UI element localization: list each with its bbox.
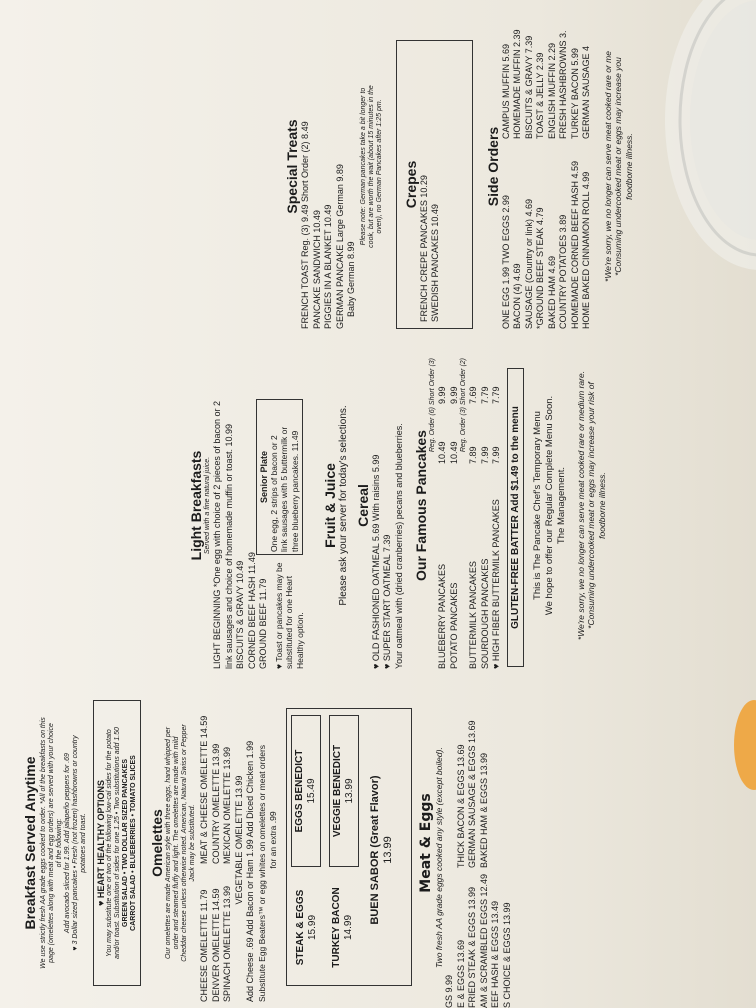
list-item: E & EGGS 13.69THICK BACON & EGGS 13.69 <box>455 744 466 1008</box>
list-item: S CHOICE & EGGS 13.99 <box>501 902 512 1008</box>
omelettes-substitute: Substitute Egg Beaters™ or egg whites on omelettes or meat orders <box>256 744 267 1002</box>
list-item: HOME BAKED CINNAMON ROLL 4.99GERMAN SAUSAGE 4 <box>581 45 591 329</box>
water-glass <box>640 0 756 280</box>
toast-note: ♥ Toast or pancakes may be substituted for one Heart Healthy option. <box>273 562 305 669</box>
special-item: BUEN SABOR (Great Flavor) 13.99 <box>368 775 394 925</box>
list-item: GS 9.99 <box>444 974 454 1008</box>
list-item: VEGETABLE OMELETTE 13.99 <box>233 775 244 905</box>
side-orders-list <box>501 0 593 333</box>
list-item: DENVER OMELETTE 14.59COUNTRY OMELETTE 13.99 <box>210 743 221 1002</box>
crepes-title: Crepes <box>402 160 419 209</box>
undercooked-warning: *We're sorry, we no longer can serve meat cooked rare or medium rare. *Consuming undercooked meat or eggs may increase your risk of foodborne illness. <box>575 370 607 641</box>
list-item: BAKED HAM 4.69ENGLISH MUFFIN 2.29 <box>546 42 557 329</box>
list-item: FRIED STEAK & EGGS 13.99GERMAN SAUSAGE & EGGS 13.69 <box>467 720 477 1008</box>
omelettes-desc: Our omelettes are made American style with three eggs, hand whipped per order and steamed fluffy and light. The omelettes are made with mild Cheddar cheese unless otherwise noted. American, Natural Swiss or Pepper Jack may be substituted. <box>165 724 196 962</box>
side-orders-title: Side Orders <box>484 126 501 207</box>
light-breakfasts-title: Light Breakfasts <box>188 450 204 561</box>
list-item: BLUEBERRY PANCAKES10.499.99 <box>437 386 447 669</box>
omelettes-title: Omelettes <box>149 809 165 877</box>
breakfast-title: Breakfast Served Anytime <box>22 756 38 930</box>
list-item: ONE EGG 1.99 TWO EGGS 2.99CAMPUS MUFFIN 5.69 <box>500 43 511 329</box>
senior-plate-box: Senior Plate One egg, 2 strips of bacon or 2 link sausages with 5 buttermilk or three blueberry pancakes. 11.49 <box>256 399 304 555</box>
omelettes-addon: Add Cheese .69 Add Bacon or Ham 1.99 Add Diced Chicken 1.99 <box>245 740 255 1002</box>
special-treats-title: Special Treats <box>284 119 300 214</box>
list-item: ♥ HIGH FIBER BUTTERMILK PANCAKES7.997.79 <box>491 386 501 669</box>
special-item: VEGGIE BENEDICT 13.99 <box>329 715 359 867</box>
crepes-box: Crepes FRENCH CREPE PANCAKES 10.29 SWEDISH PANCAKES 10.49 <box>396 40 473 329</box>
list-item: EEF HASH & EGGS 13.49 <box>490 900 500 1008</box>
light-breakfasts-list: LIGHT BEGINNING *One egg with choice of 2 pieces of bacon or 2 link sausages and choice of homemade muffin or toast. 10.99 BISCUITS & GRAVY 10.49 CORNED BEEF HASH 11.49 GROUND BEEF 11.79 <box>212 401 268 669</box>
meat-eggs-title: Meat & Eggs <box>417 793 434 893</box>
cereal-list: ♥ OLD FASHIONED OATMEAL 5.69 With raisins 5.99 ♥ SUPER START OATMEAL 7.39 Your oatmeal with (dried cranberries) pecans and blueberries. <box>370 423 404 669</box>
pancakes-list: BLUEBERRY PANCAKES10.499.99 POTATO PANCAKES10.499.99 Reg. Order (3) Short Order (2) BUTTERMILK PANCAKES7.897.69 SOURDOUGH PANCAKES7.997.79 ♥ HIGH FIBER BUTTERMILK PANCAKES7.997.79 <box>437 338 503 673</box>
list-item: *GROUND BEEF STEAK 4.79TOAST & JELLY 2.39 <box>535 52 545 329</box>
list-item: SOURDOUGH PANCAKES7.997.79 <box>479 386 490 669</box>
omelettes-list: CHEESE OMELETTE 11.79MEAT & CHEESE OMELETTE 14.59 DENVER OMELETTE 14.59COUNTRY OMELETTE 13.99 SPINACH OMELETTE 13.99MEXICAN OMELETTE 13.99 VEGETABLE OMELETTE 13.99 Add Cheese .69 Add Bacon or Ham 1.99 Add Diced Chicken 1.99 Substitute Egg Beaters™ or egg whites on omelettes or meat orders for an extra .99 <box>199 678 280 1008</box>
special-item: TURKEY BACON 14.99 <box>330 887 354 968</box>
cereal-title: Cereal <box>354 484 371 527</box>
special-treats-list: FRENCH TOAST Reg. (3) 9.49 Short Order (2) 8.49 PANCAKE SANDWICH 10.49 PIGGIES IN A BLANKET 10.49 GERMAN PANCAKE Large German 9.89 Baby German 8.99 <box>300 121 356 329</box>
list-item: BACON (4) 4.69HOMEMADE MUFFIN 2.39 <box>512 29 522 329</box>
breakfast-intro: We use strictly fresh AA grade eggs cooked to order. *All of the breakfasts on this page (omelettes along with meat and egg orders) are served with your choice of the following: Add avocado sliced for 1.99. Add jalapeño peppers for .69 ♥ 3 Dollar sized pancakes • Fresh (not frozen) hashbrowns or country potatoes and toast. <box>40 717 87 969</box>
menu-sheet: Breakfast Served Anytime We use strictly fresh AA grade eggs cooked to order. *All of the breakfasts on this page (omelettes along with meat and egg orders) are served with your choice of the following: Add avocado sliced for 1.99. Add jalapeño peppers for .69 ♥ 3 Dollar sized pancakes • Fresh (not frozen) hashbrowns or country potatoes and toast. ♥ HEART HEALTHY OPTIONS You may substitute one or two of the following low-cal sides for the potato and/or toast. Substitution of sides for one 1.25 • Two substitutions add 1.50 GREEN SALAD • TWO DOLLAR SIZED PANCAKES CARROT SALAD • BLUEBERRIES • TOMATO SLICES Omelettes Our omelettes are made American style with three eggs, hand whipped per order and steamed fluffy and light. The omelettes are made with mild Cheddar cheese unless otherwise noted. American, Natural Swiss or Pepper Jack may be substituted. CHEESE OMELETTE 11.79MEAT & CHEESE OMELETTE 14.59 DENVER OMELETTE 14.59COUNTRY OMELETTE 13.99 SPINACH OMELETTE 13.99MEXICAN OMELETTE 13.99 VEGETABLE OMELETTE 13.99 Add Cheese .69 Add Bacon or Ham 1.99 Add Diced Chicken 1.99 Substitute Egg Beaters™ or egg whites on omelettes or meat orders for an extra .99 STEAK & EGGS 15.99 EGGS BENEDICT 15.49 TURKEY BACON 14.99 VEGGIE BENEDICT 13.99 BUEN SABOR (Great Flavor) 13.99 Meat & Eggs Two fresh AA grade eggs cooked any style (except boiled). GS 9.99 E & EGGS 13.69THICK BACON & EGGS 13.69 FRIED STEAK & EGGS 13.99GERMAN SAUSAGE & EGGS 13.69 AM & SCRAMBLED EGGS 12.49BAKED HAM & EGGS 13.99 EEF HASH & EGGS 13.49 S CHOICE & EGGS 13.99 Light Breakfasts Served with a fine natural juice. LIGHT BEGINNING *One egg with choice of 2 pieces of bacon or 2 link sausages and choice of homemade muffin or toast. 10.99 BISCUITS & GRAVY 10.49 CORNED BEEF HASH 11.49 GROUND BEEF 11.79 ♥ Toast or pancakes may be substituted for one Heart Healthy option. Senior Plate One egg, 2 strips of bacon or 2 link sausages with 5 buttermilk or three blueberry pancakes. 11.49 Fruit & Juice Please ask your server for today's selections. Cereal ♥ OLD FASHIONED OATMEAL 5.69 With raisins 5.99 ♥ SUPER START OATMEAL 7.39 Your oatmeal with (dried cranberries) pecans and blueberries. Our Famous Pancakes Reg. Order (6) Short Order (3) BLUEBERRY PANCAKES10.499.99 POTATO PANCAKES10.499.99 Reg. Order (3) Short Order (2) BUTTERMILK PANCAKES7.897.69 SOURDOUGH PANCAKES7.997.79 ♥ HIGH FIBER BUTTERMILK PANCAKES7.997.79 GLUTEN-FREE BATTER Add $1.49 to the menu This is The Pancake Chef's Temporary Menu We hope to offer our Regular Complete Menu Soon. The Management. *We're sorry, we no longer can serve meat cooked rare or medium rare. *Consuming undercooked meat or eggs may increase your risk of foodborne illness. Special Treats FRENCH TOAST Reg. (3) 9.49 Short Order (2) 8.49 PANCAKE SANDWICH 10.49 PIGGIES IN A BLANKET 10.49 GERMAN PANCAKE Large German 9.89 Baby German 8.99 Please note: German pancakes take a bit longer to cook, but are worth the wait (about 15 minutes in the oven), no German Pancakes after 1:25 pm. Crepes FRENCH CREPE PANCAKES 10.29 SWEDISH PANCAKES 10.49 Side Orders ONE EGG 1.99 TWO EGGS 2.99CAMPUS MUFFIN 5.69 BACON (4) 4.69HOMEMADE MUFFIN 2.39 SAUSAGE (Country or link) 4.69BISCUITS & GRAVY 7.39 *GROUND BEEF STEAK 4.79TOAST & JELLY 2.39 BAKED HAM 4.69ENGLISH MUFFIN 2.29 COUNTRY POTATOES 3.89FRESH HASHBROWNS 3. HOMEMADE CORNED BEEF HASH 4.59TURKEY BACON 5.99 HOME BAKED CINNAMON ROLL 4.99GERMAN SAUSAGE 4 *We're sorry, we no longer can serve meat cooked rare or me *Consuming undercooked meat or eggs may increase you foodborne illness. <box>0 0 756 1008</box>
heart-healthy-box: ♥ HEART HEALTHY OPTIONS You may substitute one or two of the following low-cal sides for the potato and/or toast. Substitution of sides for one 1.25 • Two substitutions add 1.50 GREEN SALAD • TWO DOLLAR SIZED PANCAKES CARROT SALAD • BLUEBERRIES • TOMATO SLICES <box>93 700 141 986</box>
special-item: STEAK & EGGS 15.99 <box>294 889 318 966</box>
list-item: CHEESE OMELETTE 11.79MEAT & CHEESE OMELETTE 14.59 <box>199 715 209 1002</box>
fruit-juice-title: Fruit & Juice <box>321 463 338 548</box>
list-item: AM & SCRAMBLED EGGS 12.49BAKED HAM & EGGS 13.99 <box>478 752 489 1008</box>
list-item: BUTTERMILK PANCAKES7.897.69 <box>468 386 478 669</box>
meat-eggs-list <box>444 678 513 1008</box>
special-item: EGGS BENEDICT 15.49 <box>291 715 321 867</box>
list-item: SPINACH OMELETTE 13.99MEXICAN OMELETTE 13.99 <box>222 746 232 1002</box>
german-pancake-note: Please note: German pancakes take a bit longer to cook, but are worth the wait (about 15 minutes in the oven), no German Pancakes after 1:25 pm. <box>359 85 383 248</box>
temporary-menu-note: This is The Pancake Chef's Temporary Menu We hope to offer our Regular Complete Menu Soon. The Management. <box>531 395 567 616</box>
list-item: COUNTRY POTATOES 3.89FRESH HASHBROWNS 3. <box>558 30 568 329</box>
list-item: SAUSAGE (Country or link) 4.69BISCUITS & GRAVY 7.39 <box>523 35 534 329</box>
gluten-free-box: GLUTEN-FREE BATTER Add $1.49 to the menu <box>507 368 524 667</box>
specials-box <box>286 708 412 986</box>
list-item: HOMEMADE CORNED BEEF HASH 4.59TURKEY BACON 5.99 <box>569 48 580 329</box>
list-item: POTATO PANCAKES10.499.99 <box>448 386 459 669</box>
pancakes-title: Our Famous Pancakes <box>413 430 429 581</box>
side-undercooked-warning: *We're sorry, we no longer can serve meat cooked rare or me *Consuming undercooked meat or eggs may increase you foodborne illness. <box>602 51 634 282</box>
